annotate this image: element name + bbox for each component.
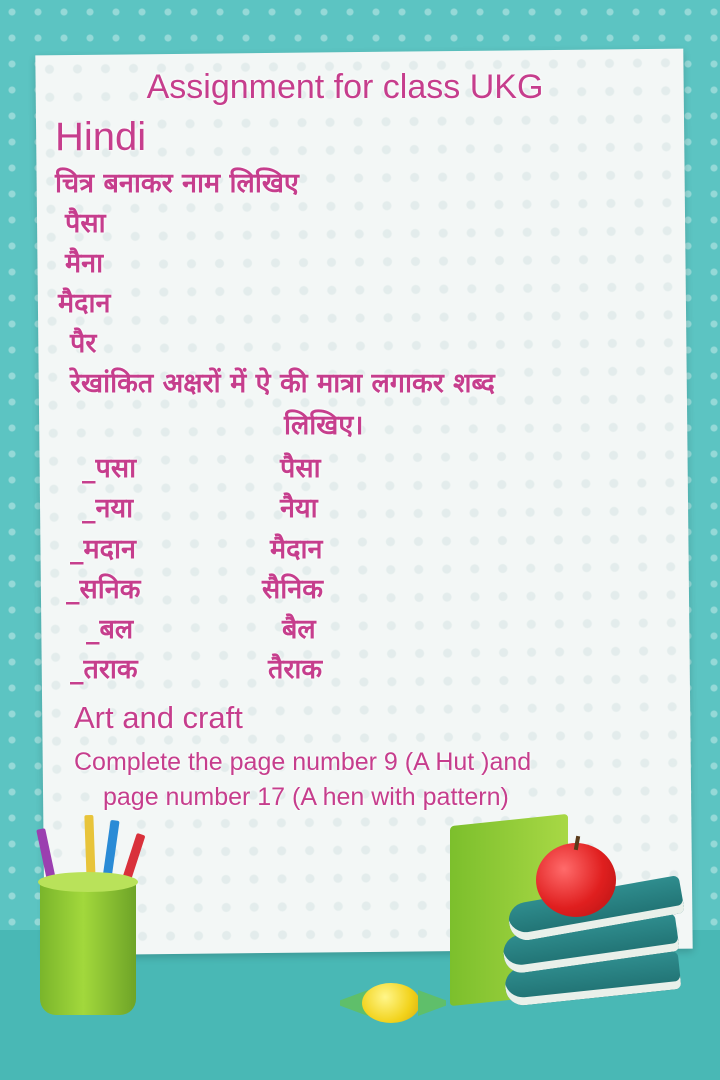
word-item: पैर [70,328,97,359]
assignment-title: Assignment for class UKG [146,68,544,106]
word-item: मैदान [58,288,111,319]
matra-instruction-cont: लिखिए। [284,410,364,441]
word-item: मैना [65,248,104,279]
art-craft-line-1: Complete the page number 9 (A Hut )and [74,748,532,776]
word-item: पैसा [65,208,106,239]
blank-word: _पसा [82,453,137,484]
answer-word: मैदान [270,534,323,565]
subject-heading: Hindi [55,115,147,159]
blank-word: _तराक [70,654,138,685]
apple-icon [536,843,616,917]
answer-word: बैल [282,614,316,645]
art-craft-line-2: page number 17 (A hen with pattern) [103,783,509,811]
blank-word: _सनिक [66,574,141,605]
answer-word: तैराक [268,654,323,685]
answer-word: सैनिक [262,574,323,605]
blank-word: _मदान [70,534,136,565]
answer-word: नैया [280,493,318,524]
pencil-cup-icon [40,880,136,1015]
matra-instruction: रेखांकित अक्षरों में ऐ की मात्रा लगाकर शब्द [70,368,495,399]
blank-word: _नया [82,493,134,524]
blank-word: _बल [86,614,134,645]
draw-and-name-instruction: चित्र बनाकर नाम लिखिए [55,168,299,199]
art-craft-heading: Art and craft [74,700,243,735]
candy-icon [362,983,420,1023]
answer-word: पैसा [280,453,321,484]
